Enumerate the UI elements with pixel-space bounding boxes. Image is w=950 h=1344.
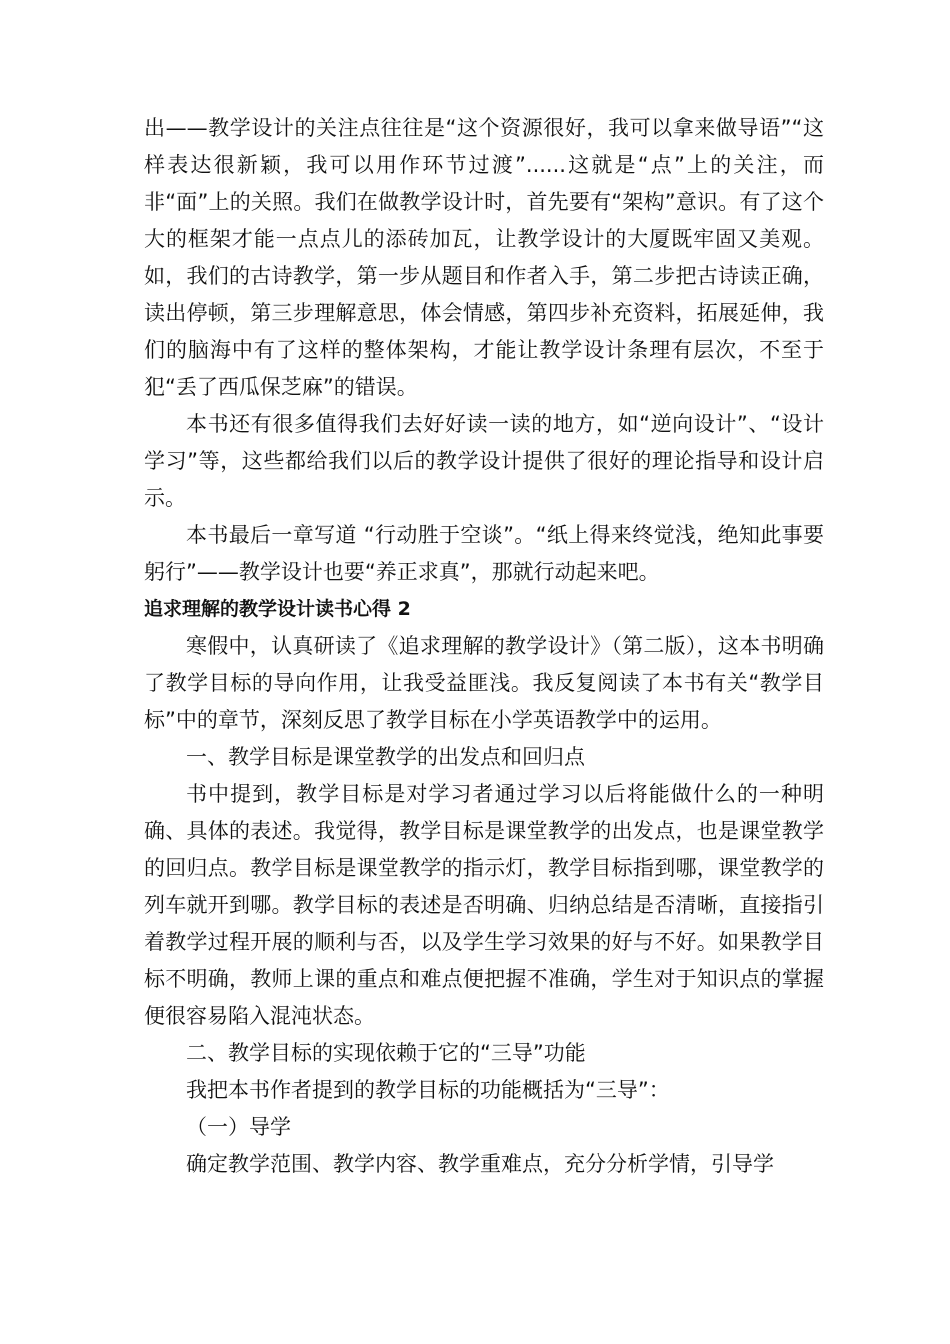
paragraph-3: 本书最后一章写道 “行动胜于空谈”。“纸上得来终觉浅，绝知此事要躬行”——教学设计也要“养正求真”，那就行动起来吧。 — [144, 523, 824, 584]
paragraph-6: 我把本书作者提到的教学目标的功能概括为“三导”： — [186, 1078, 670, 1102]
paragraph-1: 出——教学设计的关注点往往是“这个资源很好，我可以拿来做导语”“这样表达很新颖，我可以用作环节过渡”......这就是“点”上的关注，而非“面”上的关照。我们在做教学设计时，首先要有“架构”意识。有了这个大的框架才能一点点儿的添砖加瓦，让教学设计的大厦既牢固又美观。如，我们的古诗教学，第一步从题目和作者入手，第二步把古诗读正确，读出停顿，第三步理解意思，体会情感，第四步补充资料，拓展延伸，我们的脑海中有了这样的整体架构，才能让教学设计条理有层次，不至于犯“丢了西瓜保芝麻”的错误。 — [144, 116, 824, 399]
section-heading: 追求理解的教学设计读书心得 2 — [144, 598, 411, 620]
paragraph-2: 本书还有很多值得我们去好好读一读的地方，如“逆向设计”、“设计学习”等，这些都给我们以后的教学设计提供了很好的理论指导和设计启示。 — [144, 412, 824, 510]
subheading-1: 一、教学目标是课堂教学的出发点和回归点 — [186, 745, 585, 769]
subheading-3: （一）导学 — [186, 1115, 291, 1139]
document-body — [144, 110, 824, 1183]
paragraph-4: 寒假中，认真研读了《追求理解的教学设计》（第二版），这本书明确了教学目标的导向作用，让我受益匪浅。我反复阅读了本书有关“教学目标”中的章节，深刻反思了教学目标在小学英语教学中的运用。 — [144, 634, 824, 732]
paragraph-7: 确定教学范围、教学内容、教学重难点，充分分析学情，引导学 — [186, 1152, 774, 1176]
paragraph-5: 书中提到，教学目标是对学习者通过学习以后将能做什么的一种明确、具体的表述。我觉得，教学目标是课堂教学的出发点，也是课堂教学的回归点。教学目标是课堂教学的指示灯，教学目标指到哪，课堂教学的列车就开到哪。教学目标的表述是否明确、归纳总结是否清晰，直接指引着教学过程开展的顺利与否，以及学生学习效果的好与不好。如果教学目标不明确，教师上课的重点和难点便把握不准确，学生对于知识点的掌握便很容易陷入混沌状态。 — [144, 782, 824, 1028]
subheading-2: 二、教学目标的实现依赖于它的“三导”功能 — [186, 1041, 586, 1065]
